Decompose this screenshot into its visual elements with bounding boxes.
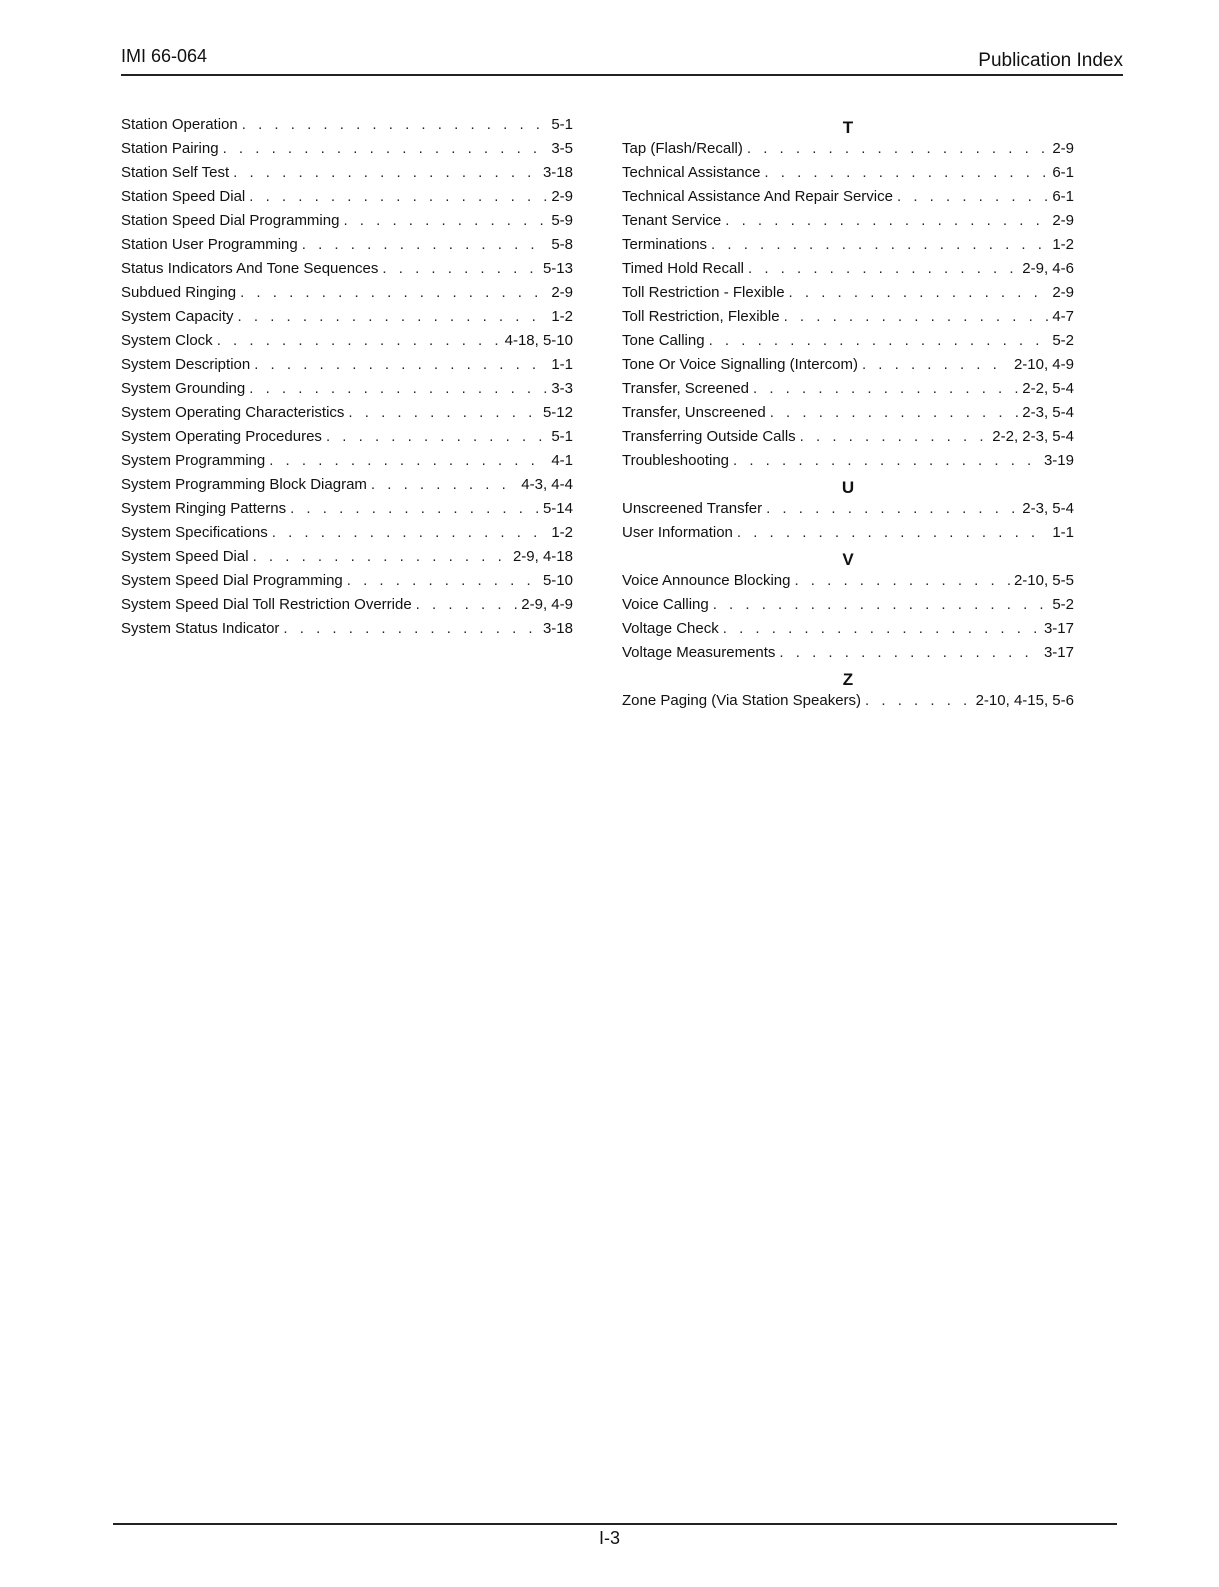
- dot-leader: [779, 644, 1040, 661]
- index-term: Transfer, Screened: [622, 380, 750, 397]
- index-page-refs: 2-9: [1052, 284, 1074, 301]
- dot-leader: [283, 620, 539, 637]
- dot-leader: [382, 260, 539, 277]
- index-entry: [622, 644, 1074, 668]
- index-term: Station Pairing: [121, 140, 219, 157]
- index-page-refs: 1-2: [551, 524, 573, 541]
- index-page-refs: 1-2: [551, 308, 573, 325]
- index-term: Voltage Measurements: [622, 644, 776, 661]
- index-term: System Programming: [121, 452, 266, 469]
- index-page-refs: 4-1: [551, 452, 573, 469]
- dot-leader: [238, 308, 548, 325]
- index-term: Station Operation: [121, 116, 238, 133]
- index-entry: [121, 284, 573, 308]
- index-column-right: [622, 116, 1074, 716]
- index-term: Transfer, Unscreened: [622, 404, 766, 421]
- index-entry: [121, 620, 573, 644]
- index-page-refs: 6-1: [1052, 164, 1074, 181]
- index-page-refs: 5-10: [542, 572, 573, 589]
- page-number: I-3: [598, 1528, 620, 1548]
- index-entry: [622, 428, 1074, 452]
- index-page-refs: 2-9: [1052, 140, 1074, 157]
- index-column-left: [121, 116, 573, 644]
- index-term: System Speed Dial Toll Restriction Override: [121, 596, 412, 613]
- index-term: Technical Assistance: [622, 164, 761, 181]
- index-term: System Ringing Patterns: [121, 500, 287, 517]
- index-term: System Grounding: [121, 380, 246, 397]
- page-header: [121, 44, 1123, 76]
- index-page-refs: 2-10, 4-9: [1013, 356, 1074, 373]
- dot-leader: [711, 236, 1048, 253]
- index-page-refs: 5-14: [542, 500, 573, 517]
- footer-rule: [113, 1523, 1117, 1525]
- index-page-refs: 2-9, 4-9: [521, 596, 573, 613]
- index-entry: [121, 236, 573, 260]
- index-entry: [121, 140, 573, 164]
- dot-leader: [249, 188, 547, 205]
- index-page-refs: 1-1: [1052, 524, 1074, 541]
- index-page-refs: 3-5: [551, 140, 573, 157]
- dot-leader: [766, 500, 1018, 517]
- index-entry: [622, 620, 1074, 644]
- letter-heading-t: T: [842, 118, 854, 137]
- index-page-refs: 2-2, 2-3, 5-4: [992, 428, 1074, 445]
- index-page-refs: 2-9: [551, 188, 573, 205]
- index-page-refs: 2-3, 5-4: [1022, 404, 1074, 421]
- index-page-refs: 5-13: [542, 260, 573, 277]
- index-term: Subdued Ringing: [121, 284, 237, 301]
- dot-leader: [272, 524, 548, 541]
- index-page-refs: 3-3: [551, 380, 573, 397]
- dot-leader: [290, 500, 539, 517]
- index-entry: [622, 500, 1074, 524]
- index-term: Tone Calling: [622, 332, 705, 349]
- index-page-refs: 2-9: [551, 284, 573, 301]
- index-entry: [622, 356, 1074, 380]
- dot-leader: [709, 332, 1049, 349]
- index-page-refs: 5-2: [1052, 596, 1074, 613]
- index-page-refs: 3-19: [1043, 452, 1074, 469]
- index-term: Status Indicators And Tone Sequences: [121, 260, 379, 277]
- dot-leader: [748, 260, 1018, 277]
- dot-leader: [253, 548, 509, 565]
- dot-leader: [733, 452, 1040, 469]
- index-term: Unscreened Transfer: [622, 500, 763, 517]
- index-entry: [121, 548, 573, 572]
- index-term: Toll Restriction, Flexible: [622, 308, 780, 325]
- index-entry: [622, 404, 1074, 428]
- index-entry: [622, 284, 1074, 308]
- index-entry: [622, 596, 1074, 620]
- index-page-refs: 3-18: [542, 620, 573, 637]
- dot-leader: [217, 332, 501, 349]
- index-term: System Capacity: [121, 308, 234, 325]
- dot-leader: [865, 692, 972, 709]
- index-term: Terminations: [622, 236, 708, 253]
- index-entry: [121, 164, 573, 188]
- index-term: System Specifications: [121, 524, 268, 541]
- dot-leader: [764, 164, 1048, 181]
- index-entry: [121, 452, 573, 476]
- dot-leader: [747, 140, 1048, 157]
- dot-leader: [753, 380, 1018, 397]
- index-entry: [121, 188, 573, 212]
- index-entry: [622, 308, 1074, 332]
- dot-leader: [302, 236, 548, 253]
- dot-leader: [416, 596, 518, 613]
- index-term: System Operating Characteristics: [121, 404, 345, 421]
- index-entry: [121, 428, 573, 452]
- index-term: Toll Restriction - Flexible: [622, 284, 785, 301]
- index-entry: [121, 596, 573, 620]
- index-term: System Status Indicator: [121, 620, 280, 637]
- index-entry: [121, 332, 573, 356]
- letter-heading-z: Z: [842, 670, 854, 689]
- index-term: Station Self Test: [121, 164, 230, 181]
- index-entry: [622, 164, 1074, 188]
- dot-leader: [242, 116, 548, 133]
- index-entry: [622, 452, 1074, 476]
- index-term: Voice Calling: [622, 596, 709, 613]
- index-entry: [121, 404, 573, 428]
- dot-leader: [723, 620, 1040, 637]
- index-entry: [121, 212, 573, 236]
- dot-leader: [770, 404, 1019, 421]
- index-term: Voice Announce Blocking: [622, 572, 791, 589]
- dot-leader: [725, 212, 1048, 229]
- index-page-refs: 3-17: [1043, 644, 1074, 661]
- document-id: IMI 66-064: [121, 46, 208, 66]
- index-page-refs: 2-2, 5-4: [1022, 380, 1074, 397]
- index-entry: [121, 260, 573, 284]
- index-page-refs: 5-1: [551, 428, 573, 445]
- dot-leader: [800, 428, 989, 445]
- index-page-refs: 5-9: [551, 212, 573, 229]
- index-term: Station Speed Dial Programming: [121, 212, 340, 229]
- index-page-refs: 5-8: [551, 236, 573, 253]
- dot-leader: [347, 572, 539, 589]
- index-page-refs: 2-9, 4-6: [1022, 260, 1074, 277]
- index-term: System Speed Dial Programming: [121, 572, 343, 589]
- dot-leader: [784, 308, 1049, 325]
- dot-leader: [794, 572, 1009, 589]
- index-page-refs: 2-9: [1052, 212, 1074, 229]
- section-title: Publication Index: [978, 50, 1123, 71]
- dot-leader: [326, 428, 547, 445]
- index-term: Tap (Flash/Recall): [622, 140, 743, 157]
- index-page-refs: 4-18, 5-10: [504, 332, 573, 349]
- index-entry: [622, 524, 1074, 548]
- dot-leader: [897, 188, 1048, 205]
- letter-heading-u: U: [841, 478, 855, 497]
- index-entry: [622, 188, 1074, 212]
- index-page-refs: 4-3, 4-4: [521, 476, 573, 493]
- index-term: Voltage Check: [622, 620, 719, 637]
- index-page-refs: 4-7: [1052, 308, 1074, 325]
- dot-leader: [348, 404, 539, 421]
- dot-leader: [233, 164, 539, 181]
- dot-leader: [223, 140, 548, 157]
- dot-leader: [862, 356, 1010, 373]
- index-page-refs: 2-10, 4-15, 5-6: [975, 692, 1074, 709]
- index-term: Tenant Service: [622, 212, 722, 229]
- index-term: Station User Programming: [121, 236, 298, 253]
- index-page-refs: 3-18: [542, 164, 573, 181]
- dot-leader: [713, 596, 1049, 613]
- index-entry: [121, 356, 573, 380]
- dot-leader: [343, 212, 547, 229]
- dot-leader: [371, 476, 517, 493]
- index-page-refs: 5-2: [1052, 332, 1074, 349]
- index-term: User Information: [622, 524, 733, 541]
- index-term: Zone Paging (Via Station Speakers): [622, 692, 862, 709]
- index-term: System Clock: [121, 332, 213, 349]
- index-term: Timed Hold Recall: [622, 260, 744, 277]
- index-entry: [622, 260, 1074, 284]
- index-page-refs: 1-1: [551, 356, 573, 373]
- index-entry: [622, 572, 1074, 596]
- index-entry: [622, 692, 1074, 716]
- index-page-refs: 1-2: [1052, 236, 1074, 253]
- index-term: Transferring Outside Calls: [622, 428, 796, 445]
- index-entry: [622, 212, 1074, 236]
- index-page-refs: 5-1: [551, 116, 573, 133]
- index-entry: [622, 380, 1074, 404]
- index-term: Station Speed Dial: [121, 188, 246, 205]
- index-entry: [121, 572, 573, 596]
- letter-heading-v: V: [842, 550, 854, 569]
- index-entry: [121, 308, 573, 332]
- index-page-refs: 2-3, 5-4: [1022, 500, 1074, 517]
- dot-leader: [789, 284, 1049, 301]
- dot-leader: [737, 524, 1048, 541]
- index-page-refs: 3-17: [1043, 620, 1074, 637]
- index-entry: [622, 236, 1074, 260]
- index-term: Troubleshooting: [622, 452, 730, 469]
- dot-leader: [254, 356, 547, 373]
- index-term: System Description: [121, 356, 251, 373]
- dot-leader: [240, 284, 547, 301]
- index-entry: [121, 524, 573, 548]
- index-entry: [622, 332, 1074, 356]
- index-term: System Operating Procedures: [121, 428, 322, 445]
- index-entry: [622, 140, 1074, 164]
- index-term: Tone Or Voice Signalling (Intercom): [622, 356, 858, 373]
- index-page-refs: 2-10, 5-5: [1013, 572, 1074, 589]
- dot-leader: [269, 452, 547, 469]
- index-term: System Speed Dial: [121, 548, 249, 565]
- index-page-refs: 2-9, 4-18: [512, 548, 573, 565]
- index-term: Technical Assistance And Repair Service: [622, 188, 893, 205]
- index-entry: [121, 476, 573, 500]
- index-entry: [121, 116, 573, 140]
- dot-leader: [249, 380, 547, 397]
- index-entry: [121, 500, 573, 524]
- index-entry: [121, 380, 573, 404]
- index-page-refs: 5-12: [542, 404, 573, 421]
- index-page-refs: 6-1: [1052, 188, 1074, 205]
- index-term: System Programming Block Diagram: [121, 476, 367, 493]
